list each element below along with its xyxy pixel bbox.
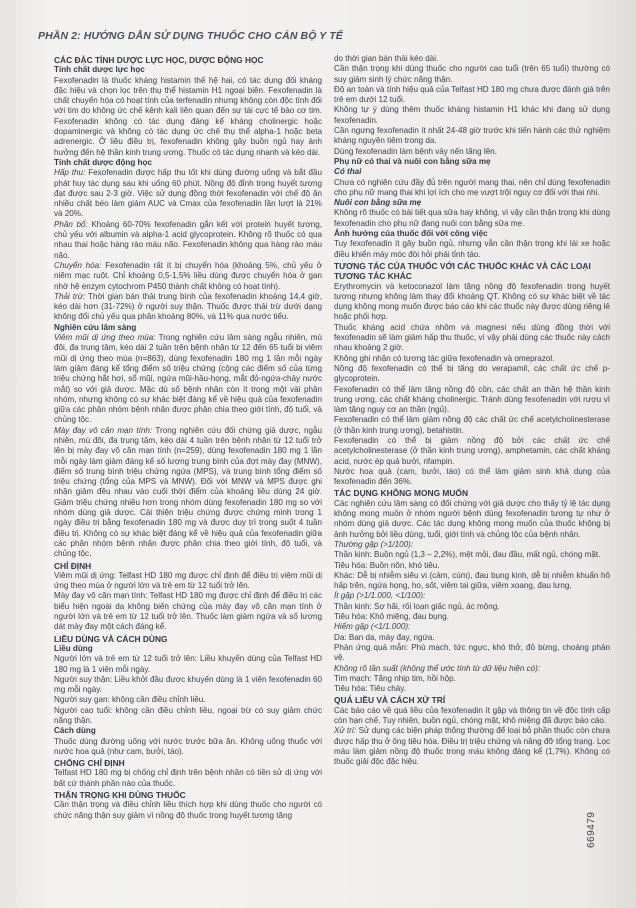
paragraph: Không rõ thuốc có bài tiết qua sữa hay không, vì vậy cần thận trọng khi dùng fexofenadin cho phụ nữ đang nuôi con bằng sữa mẹ. [334,208,610,228]
paragraph-text: Trong nghiên cứu lâm sàng ngẫu nhiên, mù đôi, đa trung tâm, kéo dài 2 tuần trên bệnh nhân từ 12 đến 65 tuổi bị viêm mũi dị ứng theo mùa (n=863), dùng fexofenadin 180 mg 1 lần mỗi ngày làm giảm đáng kể tổng điểm số triệu chứng (cộng các điểm số của từng triệu chứng hắt hơi, sổ mũi, ngứa mũi-hầu-họng, mắt đỏ-ngứa-chảy nước mắt) so với giả dược. Mặc dù số bệnh nhân còn ít trong một vài phân nhóm, nhưng không có sự khác biệt đáng kể về hiệu quả của fexofenadin giữa các phân nhóm bệnh nhân được phân chia theo giới tính, độ tuổi, và chủng tộc. [54,333,322,425]
paragraph: Thần kinh: Sợ hãi, rối loạn giấc ngủ, ác mộng. [334,601,500,611]
paragraph: Tuy fexofenadin ít gây buồn ngủ, nhưng vẫn cần thận trọng khi lái xe hoặc điều khiển máy móc đòi hỏi phải tỉnh táo. [334,239,610,259]
subsection-heading: Phụ nữ có thai và nuôi con bằng sữa mẹ [334,156,491,166]
section-heading: CÁC ĐẶC TÍNH DƯỢC LỰC HỌC, DƯỢC ĐỘNG HỌC [54,55,264,65]
paragraph-text: Fexofenadin được hấp thu tốt khi dùng đường uống và bắt đầu phát huy tác dụng sau khi uống 60 phút. Nồng độ đỉnh trong huyết tương đạt được sau 2-3 giờ. Việc sử dụng đồng thời fexofenadin với chế độ ăn nhiều chất béo làm giảm AUC và Cmax của fexofenadin lần lượt là 21% và 20%. [54,168,322,219]
paragraph: Người suy gan: không cần điều chỉnh liều. [54,695,206,705]
section-heading: TÁC DỤNG KHÔNG MONG MUỐN [334,488,468,499]
paragraph [334,726,610,767]
section-heading: TƯƠNG TÁC CỦA THUỐC VỚI CÁC THUỐC KHÁC VÀ CÁC LOẠI TƯƠNG TÁC KHÁC [334,260,591,282]
paragraph: Cần thận trọng và điều chỉnh liều thích hợp khi dùng thuốc cho người có chức năng thận suy giảm vì nồng độ thuốc trong huyết tương tăng [54,800,322,820]
paragraph [54,261,322,292]
paragraph: Ít gặp (>1/1.000, <1/100): [334,591,426,601]
print-code: 669479 [586,811,597,848]
subsection-heading: Liều dùng [54,643,93,653]
paragraph-text: Khoảng 60-70% fexofenadin gắn kết với protein huyết tương, chủ yếu với albumin và alpha-1 acid glycoprotein. Không rõ thuốc có qua nhau thai hoặc hàng rào máu não. Fexofenadin không qua hàng rào máu não. [54,219,322,260]
paragraph: Thuốc kháng acid chứa nhôm và magnesi nếu dùng đồng thời với fexofenadin sẽ làm giảm hấp thu thuốc, vì vậy phải dùng các thuốc này cách nhau khoảng 2 giờ. [334,322,610,353]
paragraph-lead: Mày đay vô căn mạn tính: [54,425,153,435]
left-column [54,54,322,821]
section-heading: QUÁ LIỀU VÀ CÁCH XỬ TRÍ [334,695,446,706]
paragraph: Các báo cáo về quá liều của fexofenadin ít gặp và thông tin về độc tính cấp còn hạn chế. Tuy nhiên, buồn ngủ, chóng mặt, khô miệng đã được báo cáo. [334,705,610,725]
paragraph-lead: Phân bố: [54,219,88,229]
paragraph: Viêm mũi dị ứng: Telfast HD 180 mg được chỉ định để điều trị viêm mũi dị ứng theo mùa ở người lớn và trẻ em từ 12 tuổi trở lên. [54,570,322,591]
paragraph: Thường gặp (>1/100): [334,539,414,549]
paragraph [54,168,322,219]
paragraph: Telfast HD 180 mg bị chống chỉ định trên bệnh nhân có tiền sử dị ứng với bất cứ thành phần nào của thuốc. [54,768,322,788]
paragraph: Fexofenadin có thể làm giảm nồng độ các chất ức chế acetylcholinesterase (ở thần kinh trung ương), betahistin. [334,415,610,435]
paragraph-text: Trong nghiên cứu đối chứng giả dược, ngẫu nhiên, mù đôi, đa trung tâm, kéo dài 4 tuần trên bệnh nhân từ 12 tuổi trở lên bị mày đay vô căn mạn tính (n=259), dùng fexofenadin 180 mg 1 lần mỗi ngày làm giảm đáng kể số lượng trung bình của đợt mày đay (MNW), điểm số trung bình triệu chứng ngứa (MPS), và trung bình tổng điểm số triệu chứng (tổng của MPS và MNW). Đối với MNW và MPS được ghi nhận giảm đều nhau vào cuối thời điểm của khoảng liều dùng 24 giờ. Giảm triệu chứng nhiều hơn trong nhóm dùng fexofenadin 180 mg so với nhóm dùng giả dược. Cải thiện triệu chứng được chứng minh trong 1 ngày điều trị bằng fexofenadin 180 mg và được duy trì trong suốt 4 tuần điều trị. Không có sự khác biệt đáng kể về hiệu quả của fexofenadin giữa các phân nhóm bệnh nhân được phân chia theo giới tính, độ tuổi, và chủng tộc. [54,425,322,559]
paragraph: Người cao tuổi: không cần điều chỉnh liều, ngoại trừ có suy giảm chức năng thận. [54,705,322,725]
paragraph: Nồng độ fexofenadin có thể bị tăng do verapamil, các chất ức chế p-glycoprotein. [334,363,610,384]
paragraph [54,220,322,261]
subsection-heading: Cách dùng [54,726,96,736]
paragraph: Nước hoa quả (cam, bưởi, táo) có thể làm giảm sinh khả dụng của fexofenadin đến 36%. [334,466,610,487]
subsection-heading: Tính chất dược lực học [54,65,145,75]
paragraph: Cần ngưng fexofenadin ít nhất 24-48 giờ trước khi tiến hành các thử nghiệm kháng nguyên tiêm trong da. [334,126,610,146]
paragraph: Không ghi nhận có tương tác giữa fexofenadin và omeprazol. [334,353,555,363]
paragraph: Erythromycin và ketoconazol làm tăng nồng độ fexofenadin trong huyết tương nhưng không làm thay đổi khoảng QT. Không có sự khác biệt về tác dụng không mong muốn được báo cáo khi các thuốc này được dùng riêng lẻ hoặc phối hợp. [334,281,610,322]
paragraph-lead: Viêm mũi dị ứng theo mùa: [54,333,156,343]
subsection-heading: Nghiên cứu lâm sàng [54,322,137,332]
paragraph: Tiêu hóa: Tiêu chảy. [334,684,406,694]
paragraph-lead: Thải trừ: [54,291,86,301]
section-heading: THẬN TRỌNG KHI DÙNG THUỐC [54,790,186,801]
subsection-heading: Ảnh hưởng của thuốc đối với công việc [334,229,488,239]
paragraph: Dùng fexofenadin làm bệnh vảy nến tăng lên. [334,146,497,156]
paragraph: Khác: Dễ bị nhiễm siêu vi (cảm, cúm), đau bụng kinh, dễ bị nhiễm khuẩn hô hấp trên, ngứa họng, ho, sốt, viêm tai giữa, viêm xoang, đau lưng. [334,570,610,591]
paragraph: Fexofenadin có thể bị giảm nồng độ bởi các chất ức chế acetylcholinesterase (ở thần kinh trung ương), amphetamin, các chất kháng acid, nước ép quả bưởi, rifampin. [334,435,610,466]
section-heading: CHỈ ĐỊNH [54,560,92,571]
right-column [334,54,610,767]
subsection-heading: Tính chất dược động học [54,157,152,167]
paragraph: Các nghiên cứu lâm sàng có đối chứng với giả dược cho thấy tỷ lệ tác dụng không mong muốn ở nhóm người bệnh dùng fexofenadin tương tự như ở nhóm dùng giả dược. Các tác dụng không mong muốn của thuốc không bị ảnh hưởng bởi liều dùng, tuổi, giới tính và chủng tộc của bệnh nhân. [334,498,610,539]
paragraph-text: Sử dụng các biện pháp thông thường để loại bỏ phần thuốc còn chưa được hấp thu ở ống tiêu hóa. Điều trị triệu chứng và nâng đỡ tổng trạng. Lọc máu làm giảm nồng độ thuốc trong máu không đáng kể (1,7%). Không có thuốc giải độc đặc hiệu. [334,726,610,767]
section-heading: LIỀU DÙNG VÀ CÁCH DÙNG [54,633,168,644]
paragraph-lead: Hấp thu: [54,168,86,178]
paragraph: Không rõ tần suất (không thể ước tính từ dữ liệu hiện có): [334,663,541,673]
paragraph: Chưa có nghiên cứu đầy đủ trên người mang thai, nên chỉ dùng fexofenadin cho phụ nữ mang thai khi lợi ích cho mẹ vượt trội nguy cơ đối với thai nhi. [334,177,610,197]
paragraph: Mày đay vô căn mạn tính: Telfast HD 180 mg được chỉ định để điều trị các biểu hiện ngoài da không biến chứng của mày đay vô căn mạn tính ở người lớn và trẻ em từ 12 tuổi trở lên. Thuốc làm giảm ngứa và số lượng dát mày đay một cách đáng kể. [54,591,322,632]
paragraph [54,292,322,323]
paragraph: Fexofenadin là thuốc kháng histamin thế hệ hai, có tác dụng đối kháng đặc hiệu và chọn lọc trên thụ thể histamin H1 ngoại biên. Fexofenadin là chất chuyển hóa có hoạt tính của terfenadin nhưng không còn độc tính đối với tim do không ức chế kênh kali liên quan đến sự tái cực tế bào cơ tim. Fexofenadin không có tác dụng đáng kể kháng cholinergic hoặc dopaminergic và không có tác dụng ức chế thụ thể alpha-1 hoặc beta adrenergic. Ở liều điều trị, fexofenadin không gây buồn ngủ hay ảnh hưởng đến hệ thần kinh trung ương. Thuốc có tác dụng nhanh và kéo dài. [54,75,322,157]
paragraph: Phản ứng quá mẫn: Phù mạch, tức ngực, khó thở, đỏ bừng, choáng phản vệ. [334,642,610,663]
paragraph: Hiếm gặp (<1/1.000): [334,622,411,632]
subsection-heading: Nuôi con bằng sữa mẹ [334,198,422,208]
subsection-heading: Có thai [334,167,362,177]
page-title: PHẦN 2: HƯỚNG DẪN SỬ DỤNG THUỐC CHO CÁN BỘ Y TẾ [38,30,343,42]
paragraph: do thời gian bán thải kéo dài. [334,54,439,63]
paragraph-lead: Xử trí: [334,726,357,736]
paragraph-text: Thời gian bán thải trung bình của fexofenadin khoảng 14,4 giờ, kéo dài hơn (31-72%) ở người suy thận. Thuốc được thải trừ dưới dạng không đổi chủ yếu qua phân khoảng 80%, và 11% qua nước tiểu. [54,291,322,322]
paragraph: Tiêu hóa: Buồn nôn, khó tiêu. [334,560,440,570]
paragraph: Da: Ban da, mày đay, ngứa. [334,632,435,642]
paragraph: Tiêu hóa: Khô miệng, đau bụng. [334,612,449,622]
section-heading: CHỐNG CHỈ ĐỊNH [54,758,125,769]
paragraph: Thần kinh: Buồn ngủ (1,3 – 2,2%), mệt mỏi, đau đầu, mất ngủ, chóng mặt. [334,550,601,560]
paragraph: Không tự ý dùng thêm thuốc kháng histamin H1 khác khi đang sử dụng fexofenadin. [334,105,610,125]
paragraph: Người lớn và trẻ em từ 12 tuổi trở lên: Liều khuyến dùng của Telfast HD 180 mg là 1 viên mỗi ngày. [54,654,322,674]
paragraph: Độ an toàn và tính hiệu quả của Telfast HD 180 mg chưa được đánh giá trên trẻ em dưới 12 tuổi. [334,84,610,105]
paragraph: Cần thận trọng khi dùng thuốc cho người cao tuổi (trên 65 tuổi) thường có suy giảm sinh lý chức năng thận. [334,64,610,84]
paragraph [54,426,322,560]
paragraph-lead: Chuyển hóa: [54,260,102,270]
paragraph: Fexofenadin có thể làm tăng nồng độ cồn, các chất an thần hệ thần kinh trung ương, các chất kháng cholinergic. Tránh dùng fexofenadin với rượu vì làm tăng nguy cơ an thần (ngủ). [334,384,610,415]
paragraph: Người suy thận: Liều khởi đầu được khuyến dùng là 1 viên fexofenadin 60 mg mỗi ngày. [54,674,322,695]
paragraph-text: Fexofenadin rất ít bị chuyển hóa (khoảng 5%, chủ yếu ở niêm mạc ruột. Chỉ khoảng 0,5-1,5% liều dùng được chuyển hóa ở gan nhờ hệ enzym cytochrom P450 thành chất không có hoạt tính). [54,260,322,291]
paragraph [54,333,322,426]
paragraph: Tim mạch: Tăng nhịp tim, hồi hộp. [334,673,456,683]
paragraph: Thuốc dùng đường uống với nước trước bữa ăn. Không uống thuốc với nước hoa quả (như cam, bưởi, táo). [54,736,322,756]
